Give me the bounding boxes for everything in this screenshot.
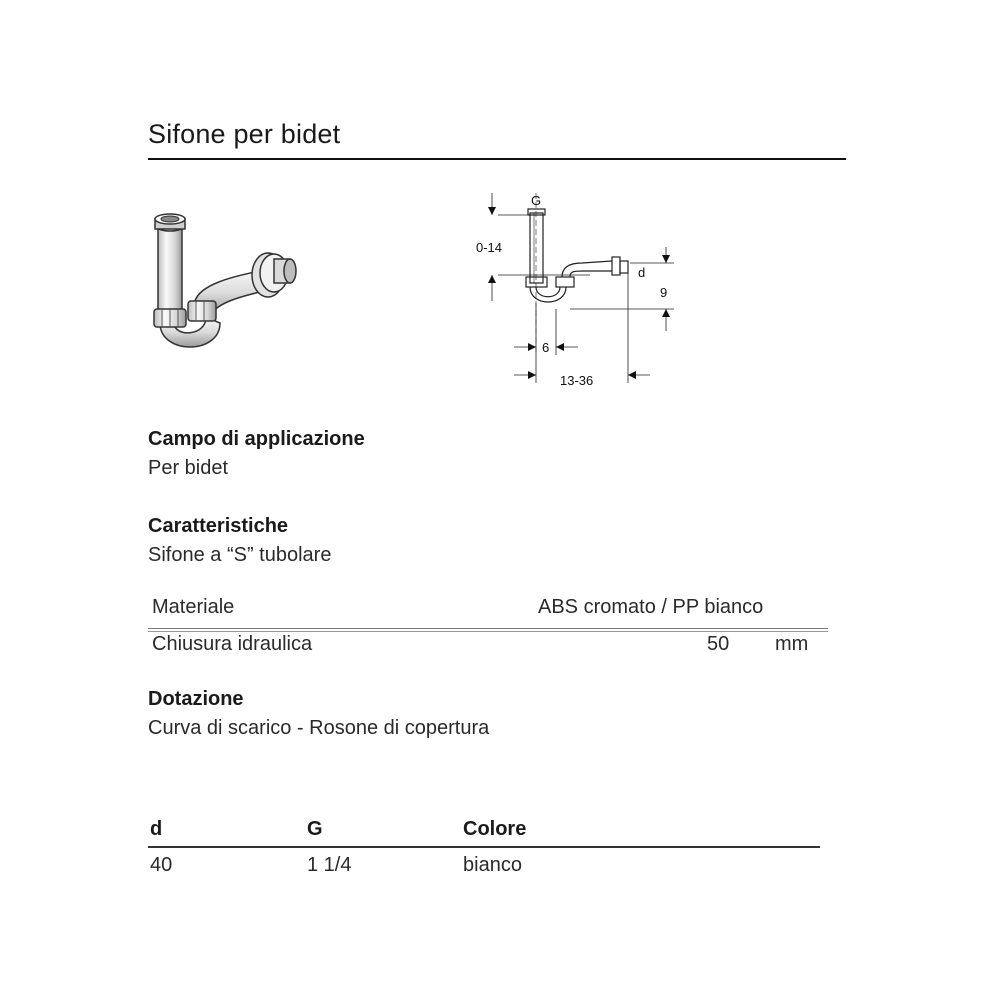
dim-label-0-14: 0-14: [476, 240, 503, 255]
dimension-drawing: [470, 185, 690, 390]
dim-label-9: 9: [660, 285, 668, 300]
application-text: Per bidet: [148, 457, 229, 479]
spec-value-material: ABS cromato / PP bianco: [538, 596, 764, 618]
spec-label-material: Materiale: [152, 596, 235, 618]
features-heading: Caratteristiche: [148, 515, 289, 537]
features-text: Sifone a “S” tubolare: [148, 544, 332, 566]
page-title: Sifone per bidet: [148, 119, 341, 149]
spec-unit-water-seal: mm: [775, 633, 809, 655]
spec-divider-2: [148, 631, 828, 632]
application-heading: Campo di applicazione: [148, 428, 365, 450]
product-illustration: [140, 205, 310, 365]
table-header-divider: [148, 846, 820, 848]
table-cell-d: 40: [150, 854, 173, 876]
table-cell-color: bianco: [463, 854, 522, 876]
spec-value-water-seal: 50: [707, 633, 730, 655]
title-divider: [148, 158, 846, 160]
spec-label-water-seal: Chiusura idraulica: [152, 633, 313, 655]
table-header-d: d: [150, 818, 163, 840]
table-header-g: G: [307, 818, 323, 840]
table-cell-g: 1 1/4: [307, 854, 352, 876]
spec-divider: [148, 628, 828, 629]
dim-label-6: 6: [542, 340, 550, 355]
dim-label-g: G: [531, 193, 542, 208]
dim-label-d: d: [638, 265, 646, 280]
dim-label-13-36: 13-36: [560, 373, 594, 388]
table-header-color: Colore: [463, 818, 527, 840]
equipment-text: Curva di scarico - Rosone di copertura: [148, 717, 490, 739]
equipment-heading: Dotazione: [148, 688, 244, 710]
